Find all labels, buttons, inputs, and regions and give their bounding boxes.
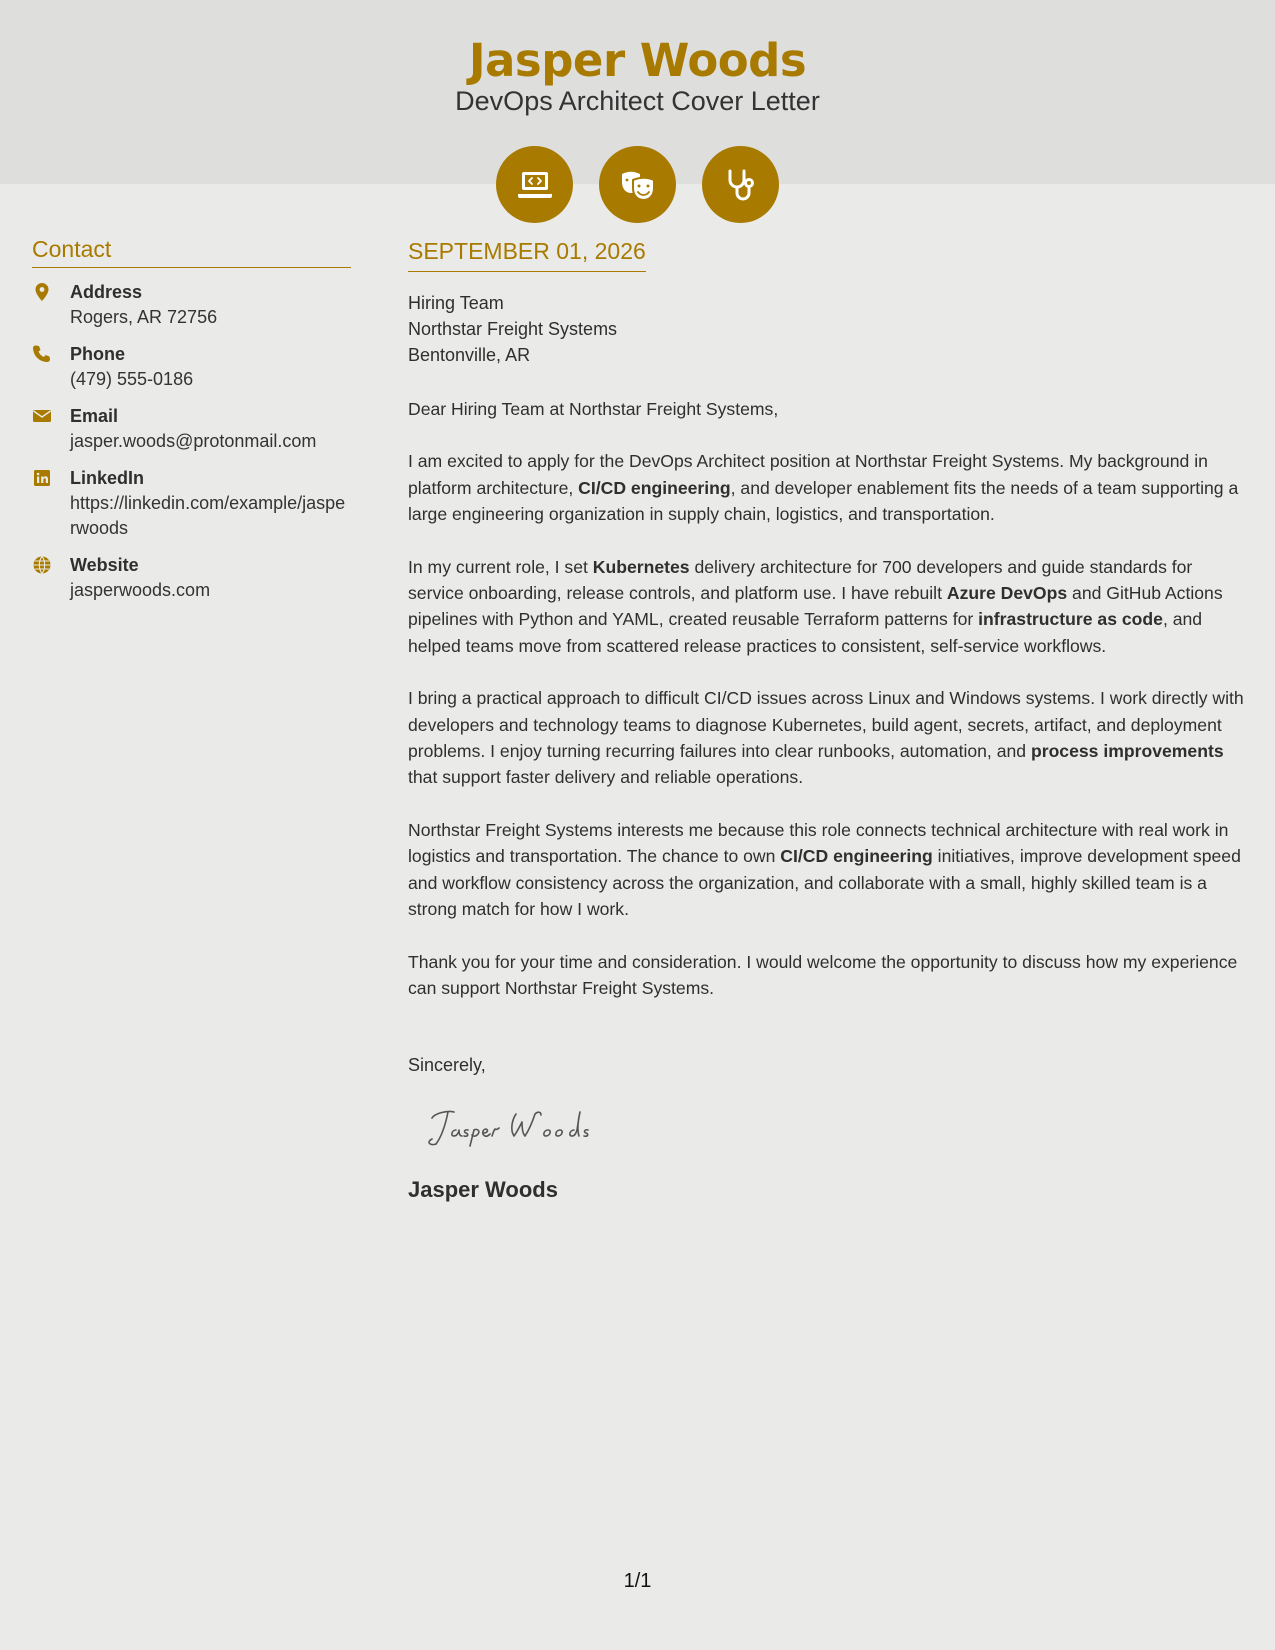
bold-text: CI/CD engineering — [578, 477, 731, 498]
salutation: Dear Hiring Team at Northstar Freight Systems, — [408, 399, 779, 419]
bold-text: process improvements — [1030, 741, 1224, 762]
recipient-line: Bentonville, AR — [408, 345, 531, 365]
contact-label: LinkedIn — [70, 468, 145, 488]
globe-icon — [32, 553, 70, 603]
contact-label: Email — [70, 406, 119, 426]
paragraph-text: and GitHub Actions pipelines with Python and YAML, created reusable Terraform patterns for — [408, 583, 1223, 630]
paragraph-text: that support faster delivery and reliable operations. — [408, 767, 804, 788]
closing: Sincerely, — [408, 1055, 486, 1076]
contact-item-phone — [32, 342, 351, 392]
letter-body — [408, 238, 1248, 1203]
signer-name: Jasper Woods — [408, 1177, 558, 1203]
contact-label: Address — [70, 282, 143, 302]
body-paragraph — [408, 817, 1248, 923]
contact-value: (479) 555-0186 — [70, 369, 194, 389]
contact-list — [32, 280, 351, 603]
contact-value: jasperwoods.com — [70, 580, 211, 600]
page-number: 1/1 — [623, 1570, 652, 1592]
paragraph-text: delivery architecture for 700 developers and guide standards for service onboarding, release controls, and platform use. I have rebuilt — [408, 556, 1193, 604]
contact-item-linkedin — [32, 466, 351, 541]
recipient-line: Hiring Team — [408, 293, 504, 313]
contact-sidebar — [32, 236, 351, 615]
contact-item-email — [32, 404, 351, 454]
paragraph-text: Northstar Freight Systems interests me because this role connects technical architecture with real work in logistics and transportation. The chance to own — [408, 819, 1229, 867]
contact-label: Phone — [70, 344, 126, 364]
paragraph-text: , and developer enablement fits the needs of a team supporting a large engineering organization in supply chain, logistics, and transportation. — [408, 477, 1239, 525]
location-pin-icon — [32, 280, 70, 330]
applicant-name: Jasper Woods — [468, 34, 807, 87]
theater-masks-icon — [599, 146, 676, 223]
contact-label: Website — [70, 555, 139, 575]
bold-text: infrastructure as code — [978, 609, 1163, 630]
icon-row — [0, 146, 1275, 223]
bold-text: Azure DevOps — [946, 583, 1068, 604]
bold-text: CI/CD engineering — [780, 846, 933, 867]
paragraph-text: , and helped teams move from scattered release practices to consistent, self-service workflows. — [408, 609, 1203, 656]
body-paragraph — [408, 949, 1248, 1002]
contact-value: jasper.woods@protonmail.com — [70, 431, 317, 451]
contact-value: https://linkedin.com/example/jasperwoods — [70, 493, 346, 538]
contact-value: Rogers, AR 72756 — [70, 307, 218, 327]
body-paragraph — [408, 685, 1248, 791]
paragraph-text: initiatives, improve development speed and workflow consistency across the organization, and collaborate with a small, highly skilled team is a strong match for how I work. — [408, 846, 1241, 920]
document-subtitle: DevOps Architect Cover Letter — [455, 86, 820, 116]
letter-date: SEPTEMBER 01, 2026 — [408, 238, 646, 272]
phone-icon — [32, 342, 70, 392]
paragraph-text: I am excited to apply for the DevOps Architect position at Northstar Freight Systems. My background in platform architecture, — [408, 451, 1208, 498]
paragraph-text: I bring a practical approach to difficult CI/CD issues across Linux and Windows systems. I work directly with developers and technology teams to diagnose Kubernetes, build agent, secrets, artifact, and deployment problems. I enjoy turning recurring failures into clear runbooks, automation, and — [408, 688, 1244, 762]
linkedin-icon — [32, 466, 70, 541]
contact-heading: Contact — [32, 236, 351, 268]
contact-item-website — [32, 553, 351, 603]
laptop-code-icon — [496, 146, 573, 223]
contact-item-address — [32, 280, 351, 330]
stethoscope-icon — [702, 146, 779, 223]
body-paragraph — [408, 554, 1248, 660]
recipient-block — [408, 290, 1248, 368]
envelope-icon — [32, 404, 70, 454]
handwritten-signature — [424, 1106, 1248, 1159]
recipient-line: Northstar Freight Systems — [408, 319, 618, 339]
body-paragraph — [408, 448, 1248, 527]
bold-text: Kubernetes — [592, 556, 690, 577]
paragraph-text: In my current role, I set — [408, 556, 593, 577]
paragraph-text: Thank you for your time and consideration. I would welcome the opportunity to discuss how my experience can support Northstar Freight Systems. — [408, 951, 1238, 998]
